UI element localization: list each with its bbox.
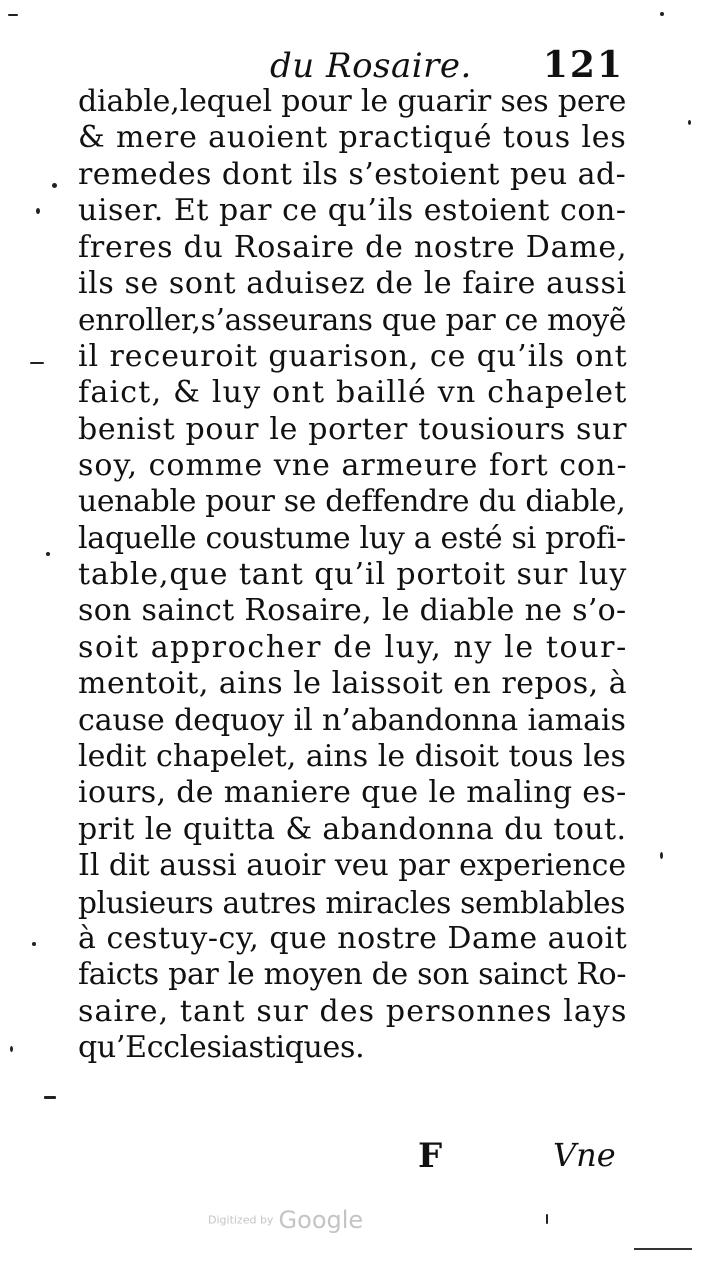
text-line: mentoit, ains le laissoit en repos, à bbox=[78, 666, 628, 702]
text-line: plusieurs autres miracles semblables bbox=[78, 885, 626, 920]
scan-speck bbox=[32, 942, 36, 946]
text-line: faict, & luy ont baillé vn chapelet bbox=[78, 375, 628, 411]
scan-speck bbox=[8, 14, 18, 16]
scan-speck bbox=[10, 1046, 13, 1052]
scan-speck bbox=[46, 552, 50, 556]
text-line: à cestuy-cy, que nostre Dame auoit bbox=[78, 920, 628, 956]
scan-speck bbox=[30, 362, 44, 364]
text-line: uenable pour se deffendre du diable, bbox=[78, 484, 626, 520]
text-line: laquelle coustume luy a esté si profi- bbox=[78, 520, 626, 556]
text-line: enroller,s’asseurans que par ce moyẽ bbox=[78, 303, 627, 338]
scan-speck bbox=[660, 852, 663, 859]
body-text bbox=[78, 84, 626, 1067]
scan-speck bbox=[660, 12, 664, 16]
text-line: soit approcher de luy, ny le tour- bbox=[78, 629, 628, 665]
text-line: benist pour le porter tousiours sur bbox=[78, 411, 628, 447]
catchword: Vne bbox=[553, 1136, 616, 1174]
text-line: son sainct Rosaire, le diable ne s’o- bbox=[78, 593, 627, 629]
text-line: iours, de maniere que le maling es- bbox=[78, 775, 627, 811]
scan-speck bbox=[546, 1214, 548, 1224]
text-line: ils se sont aduisez de le faire aussi bbox=[78, 265, 627, 301]
scan-speck bbox=[36, 208, 40, 214]
text-line: saire, tant sur des personnes lays bbox=[78, 993, 628, 1029]
scan-speck bbox=[688, 120, 691, 125]
watermark-prefix: Digitized by bbox=[208, 1213, 274, 1227]
scan-speck bbox=[44, 1096, 56, 1099]
bottom-rule bbox=[634, 1248, 692, 1250]
text-line: remedes dont ils s’estoient peu ad- bbox=[78, 156, 627, 192]
page-number: 121 bbox=[542, 44, 624, 86]
text-line: uiser. Et par ce qu’ils estoient con- bbox=[78, 193, 627, 229]
text-line: table,que tant qu’il portoit sur luy bbox=[78, 557, 628, 593]
text-line: ledit chapelet, ains le disoit tous les bbox=[78, 739, 626, 775]
google-watermark bbox=[208, 1206, 363, 1234]
text-line: qu’Ecclesiastiques. bbox=[78, 1030, 365, 1066]
text-line: prit le quitta & abandonna du tout. bbox=[78, 811, 627, 847]
running-title: du Rosaire. bbox=[270, 46, 472, 86]
text-line: soy, comme vne armeure fort con- bbox=[78, 447, 628, 483]
text-line: faicts par le moyen de son sainct Ro- bbox=[78, 957, 627, 993]
text-line: il receuroit guarison, ce qu’ils ont bbox=[78, 338, 628, 374]
text-line: Il dit aussi auoir veu par experience bbox=[78, 848, 627, 884]
text-line: freres du Rosaire de nostre Dame, bbox=[78, 229, 628, 265]
signature-mark: F bbox=[418, 1136, 443, 1176]
text-line: cause dequoy il n’abandonna iamais bbox=[78, 702, 626, 738]
scan-speck bbox=[52, 183, 57, 188]
watermark-brand: Google bbox=[278, 1206, 364, 1234]
text-line: diable,lequel pour le guarir ses pere bbox=[78, 84, 627, 119]
text-line: & mere auoient practiqué tous les bbox=[78, 120, 627, 156]
